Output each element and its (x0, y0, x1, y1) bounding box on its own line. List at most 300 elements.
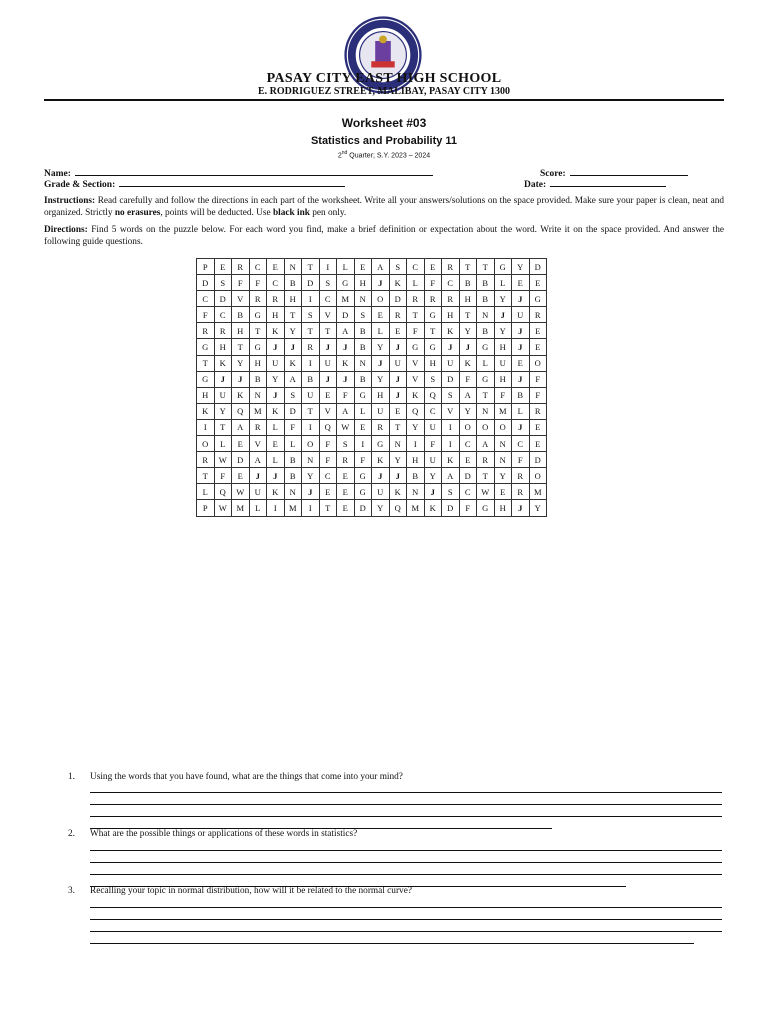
puzzle-cell[interactable]: A (232, 419, 250, 435)
puzzle-cell[interactable]: G (337, 275, 355, 291)
puzzle-cell[interactable]: T (197, 355, 215, 371)
puzzle-cell[interactable]: N (249, 387, 267, 403)
puzzle-cell[interactable]: Y (512, 259, 530, 275)
puzzle-cell[interactable]: M (529, 484, 547, 500)
puzzle-cell[interactable]: N (494, 436, 512, 452)
puzzle-cell[interactable]: Y (494, 291, 512, 307)
puzzle-cell[interactable]: E (337, 484, 355, 500)
puzzle-cell[interactable]: V (442, 403, 460, 419)
puzzle-cell[interactable]: A (249, 452, 267, 468)
puzzle-cell[interactable]: S (442, 387, 460, 403)
puzzle-cell[interactable]: K (372, 452, 390, 468)
puzzle-cell[interactable]: H (494, 371, 512, 387)
puzzle-cell[interactable]: R (477, 452, 495, 468)
puzzle-cell[interactable]: R (512, 468, 530, 484)
puzzle-cell[interactable]: V (319, 307, 337, 323)
puzzle-cell[interactable]: T (459, 259, 477, 275)
puzzle-cell[interactable]: D (459, 468, 477, 484)
puzzle-cell[interactable]: H (372, 387, 390, 403)
puzzle-cell[interactable]: J (372, 468, 390, 484)
puzzle-cell[interactable]: K (442, 323, 460, 339)
puzzle-cell[interactable]: M (407, 500, 425, 516)
puzzle-cell[interactable]: J (512, 339, 530, 355)
puzzle-cell[interactable]: U (424, 419, 442, 435)
score-line[interactable] (570, 166, 688, 176)
puzzle-cell[interactable]: J (512, 419, 530, 435)
puzzle-cell[interactable]: B (354, 371, 372, 387)
puzzle-cell[interactable]: Q (232, 403, 250, 419)
puzzle-cell[interactable]: R (302, 339, 320, 355)
puzzle-cell[interactable]: N (494, 452, 512, 468)
puzzle-cell[interactable]: I (267, 500, 285, 516)
puzzle-cell[interactable]: G (354, 468, 372, 484)
puzzle-cell[interactable]: N (284, 484, 302, 500)
puzzle-cell[interactable]: G (407, 339, 425, 355)
puzzle-cell[interactable]: S (337, 436, 355, 452)
puzzle-cell[interactable]: H (424, 355, 442, 371)
puzzle-cell[interactable]: Q (319, 419, 337, 435)
puzzle-cell[interactable]: V (249, 436, 267, 452)
puzzle-cell[interactable]: Y (372, 371, 390, 387)
score-field[interactable]: Score: (540, 166, 688, 179)
puzzle-cell[interactable]: J (267, 339, 285, 355)
puzzle-cell[interactable]: E (232, 468, 250, 484)
puzzle-cell[interactable]: U (302, 387, 320, 403)
puzzle-cell[interactable]: R (372, 419, 390, 435)
puzzle-cell[interactable]: B (232, 307, 250, 323)
puzzle-cell[interactable]: N (284, 259, 302, 275)
puzzle-cell[interactable]: L (477, 355, 495, 371)
puzzle-cell[interactable]: J (372, 355, 390, 371)
puzzle-cell[interactable]: F (284, 419, 302, 435)
puzzle-cell[interactable]: G (197, 339, 215, 355)
puzzle-cell[interactable]: J (442, 339, 460, 355)
puzzle-cell[interactable]: K (459, 355, 477, 371)
puzzle-cell[interactable]: E (372, 307, 390, 323)
puzzle-cell[interactable]: D (529, 259, 547, 275)
puzzle-cell[interactable]: E (389, 323, 407, 339)
puzzle-cell[interactable]: Y (214, 403, 232, 419)
puzzle-cell[interactable]: T (319, 323, 337, 339)
puzzle-cell[interactable]: F (494, 387, 512, 403)
puzzle-cell[interactable]: T (214, 419, 232, 435)
puzzle-cell[interactable]: R (529, 307, 547, 323)
puzzle-cell[interactable]: Q (407, 403, 425, 419)
puzzle-cell[interactable]: U (267, 355, 285, 371)
puzzle-cell[interactable]: E (354, 419, 372, 435)
puzzle-cell[interactable]: F (424, 275, 442, 291)
puzzle-cell[interactable]: B (284, 452, 302, 468)
puzzle-cell[interactable]: K (267, 484, 285, 500)
puzzle-cell[interactable]: L (407, 275, 425, 291)
puzzle-cell[interactable]: T (302, 323, 320, 339)
puzzle-cell[interactable]: D (214, 291, 232, 307)
puzzle-cell[interactable]: S (442, 484, 460, 500)
puzzle-cell[interactable]: D (354, 500, 372, 516)
puzzle-cell[interactable]: G (494, 259, 512, 275)
puzzle-cell[interactable]: C (267, 275, 285, 291)
puzzle-cell[interactable]: F (354, 452, 372, 468)
puzzle-cell[interactable]: A (337, 403, 355, 419)
puzzle-cell[interactable]: L (267, 419, 285, 435)
puzzle-cell[interactable]: U (372, 484, 390, 500)
puzzle-cell[interactable]: G (354, 484, 372, 500)
puzzle-cell[interactable]: T (477, 387, 495, 403)
puzzle-cell[interactable]: C (249, 259, 267, 275)
puzzle-cell[interactable]: E (354, 259, 372, 275)
puzzle-cell[interactable]: G (477, 500, 495, 516)
puzzle-cell[interactable]: N (477, 403, 495, 419)
puzzle-cell[interactable]: K (389, 275, 407, 291)
puzzle-cell[interactable]: T (407, 307, 425, 323)
puzzle-cell[interactable]: D (284, 403, 302, 419)
puzzle-cell[interactable]: L (197, 484, 215, 500)
puzzle-cell[interactable]: B (249, 371, 267, 387)
puzzle-cell[interactable]: T (302, 259, 320, 275)
puzzle-cell[interactable]: A (337, 323, 355, 339)
puzzle-cell[interactable]: F (319, 452, 337, 468)
puzzle-cell[interactable]: J (302, 484, 320, 500)
puzzle-cell[interactable]: B (477, 275, 495, 291)
puzzle-cell[interactable]: R (442, 259, 460, 275)
answer-line[interactable] (90, 907, 722, 908)
puzzle-cell[interactable]: F (197, 307, 215, 323)
puzzle-cell[interactable]: J (337, 371, 355, 387)
puzzle-cell[interactable]: L (337, 259, 355, 275)
puzzle-cell[interactable]: W (214, 500, 232, 516)
puzzle-cell[interactable]: Y (424, 468, 442, 484)
puzzle-cell[interactable]: H (284, 291, 302, 307)
answer-line[interactable] (90, 804, 722, 805)
puzzle-cell[interactable]: Y (372, 500, 390, 516)
puzzle-cell[interactable]: R (407, 291, 425, 307)
puzzle-cell[interactable]: H (354, 275, 372, 291)
puzzle-cell[interactable]: Y (284, 323, 302, 339)
puzzle-cell[interactable]: A (477, 436, 495, 452)
puzzle-cell[interactable]: C (319, 468, 337, 484)
puzzle-cell[interactable]: B (477, 323, 495, 339)
puzzle-cell[interactable]: H (214, 339, 232, 355)
puzzle-cell[interactable]: G (249, 307, 267, 323)
puzzle-cell[interactable]: E (267, 259, 285, 275)
puzzle-cell[interactable]: J (214, 371, 232, 387)
puzzle-cell[interactable]: N (354, 355, 372, 371)
puzzle-cell[interactable]: T (284, 307, 302, 323)
puzzle-cell[interactable]: T (459, 307, 477, 323)
puzzle-cell[interactable]: J (424, 484, 442, 500)
puzzle-cell[interactable]: L (267, 452, 285, 468)
puzzle-cell[interactable]: J (319, 371, 337, 387)
puzzle-cell[interactable]: W (477, 484, 495, 500)
puzzle-cell[interactable]: H (232, 323, 250, 339)
puzzle-cell[interactable]: E (529, 323, 547, 339)
puzzle-cell[interactable]: O (197, 436, 215, 452)
puzzle-cell[interactable]: F (249, 275, 267, 291)
puzzle-cell[interactable]: B (407, 468, 425, 484)
puzzle-cell[interactable]: B (512, 387, 530, 403)
puzzle-cell[interactable]: F (459, 371, 477, 387)
puzzle-cell[interactable]: B (477, 291, 495, 307)
puzzle-cell[interactable]: L (372, 323, 390, 339)
puzzle-cell[interactable]: P (197, 500, 215, 516)
puzzle-cell[interactable]: H (494, 339, 512, 355)
puzzle-cell[interactable]: F (337, 387, 355, 403)
puzzle-cell[interactable]: E (319, 484, 337, 500)
puzzle-cell[interactable]: N (407, 484, 425, 500)
puzzle-cell[interactable]: T (302, 403, 320, 419)
puzzle-cell[interactable]: E (424, 259, 442, 275)
puzzle-cell[interactable]: U (249, 484, 267, 500)
puzzle-cell[interactable]: E (319, 387, 337, 403)
puzzle-cell[interactable]: D (337, 307, 355, 323)
puzzle-cell[interactable]: M (337, 291, 355, 307)
puzzle-cell[interactable]: N (302, 452, 320, 468)
puzzle-cell[interactable]: I (197, 419, 215, 435)
puzzle-cell[interactable]: J (512, 291, 530, 307)
puzzle-cell[interactable]: W (337, 419, 355, 435)
puzzle-cell[interactable]: R (197, 323, 215, 339)
puzzle-cell[interactable]: C (459, 436, 477, 452)
puzzle-cell[interactable]: K (267, 403, 285, 419)
name-line[interactable] (75, 166, 433, 176)
answer-line[interactable] (90, 862, 722, 863)
answer-line[interactable] (90, 816, 722, 817)
puzzle-cell[interactable]: I (302, 291, 320, 307)
puzzle-cell[interactable]: J (389, 468, 407, 484)
puzzle-cell[interactable]: H (494, 500, 512, 516)
date-line[interactable] (550, 177, 666, 187)
puzzle-cell[interactable]: R (232, 259, 250, 275)
puzzle-cell[interactable]: E (267, 436, 285, 452)
puzzle-cell[interactable]: C (319, 291, 337, 307)
puzzle-cell[interactable]: B (284, 468, 302, 484)
puzzle-cell[interactable]: S (214, 275, 232, 291)
puzzle-cell[interactable]: G (249, 339, 267, 355)
puzzle-cell[interactable]: R (424, 291, 442, 307)
puzzle-cell[interactable]: R (512, 484, 530, 500)
puzzle-cell[interactable]: N (477, 307, 495, 323)
puzzle-cell[interactable]: A (442, 468, 460, 484)
puzzle-cell[interactable]: S (354, 307, 372, 323)
puzzle-cell[interactable]: R (197, 452, 215, 468)
puzzle-cell[interactable]: V (407, 355, 425, 371)
puzzle-cell[interactable]: E (529, 275, 547, 291)
puzzle-cell[interactable]: D (232, 452, 250, 468)
puzzle-cell[interactable]: E (389, 403, 407, 419)
puzzle-cell[interactable]: J (512, 500, 530, 516)
puzzle-cell[interactable]: F (512, 452, 530, 468)
puzzle-cell[interactable]: D (302, 275, 320, 291)
puzzle-cell[interactable]: R (389, 307, 407, 323)
puzzle-cell[interactable]: N (354, 291, 372, 307)
puzzle-cell[interactable]: H (249, 355, 267, 371)
puzzle-cell[interactable]: C (512, 436, 530, 452)
puzzle-cell[interactable]: U (442, 355, 460, 371)
puzzle-cell[interactable]: C (197, 291, 215, 307)
puzzle-cell[interactable]: F (529, 387, 547, 403)
puzzle-cell[interactable]: Y (459, 403, 477, 419)
puzzle-cell[interactable]: M (249, 403, 267, 419)
puzzle-cell[interactable]: T (389, 419, 407, 435)
puzzle-cell[interactable]: T (424, 323, 442, 339)
puzzle-cell[interactable]: L (494, 275, 512, 291)
answer-line[interactable] (90, 943, 694, 944)
puzzle-cell[interactable]: K (424, 500, 442, 516)
puzzle-cell[interactable]: J (319, 339, 337, 355)
puzzle-cell[interactable]: R (442, 291, 460, 307)
puzzle-cell[interactable]: I (442, 436, 460, 452)
puzzle-cell[interactable]: S (319, 275, 337, 291)
puzzle-cell[interactable]: B (459, 275, 477, 291)
puzzle-cell[interactable]: E (512, 275, 530, 291)
puzzle-cell[interactable]: O (302, 436, 320, 452)
puzzle-cell[interactable]: Y (494, 468, 512, 484)
puzzle-cell[interactable]: L (249, 500, 267, 516)
date-field[interactable]: Date: (524, 177, 666, 190)
puzzle-cell[interactable]: M (284, 500, 302, 516)
puzzle-cell[interactable]: E (459, 452, 477, 468)
answer-line[interactable] (90, 931, 722, 932)
puzzle-cell[interactable]: E (529, 339, 547, 355)
puzzle-cell[interactable]: L (354, 403, 372, 419)
puzzle-cell[interactable]: G (197, 371, 215, 387)
puzzle-cell[interactable]: Y (232, 355, 250, 371)
puzzle-cell[interactable]: E (232, 436, 250, 452)
puzzle-cell[interactable]: F (232, 275, 250, 291)
puzzle-cell[interactable]: J (459, 339, 477, 355)
puzzle-cell[interactable]: C (407, 259, 425, 275)
puzzle-cell[interactable]: Y (494, 323, 512, 339)
puzzle-cell[interactable]: G (424, 339, 442, 355)
puzzle-cell[interactable]: I (354, 436, 372, 452)
puzzle-cell[interactable]: D (442, 371, 460, 387)
puzzle-cell[interactable]: E (337, 468, 355, 484)
puzzle-cell[interactable]: U (389, 355, 407, 371)
answer-line[interactable] (90, 850, 722, 851)
puzzle-cell[interactable]: J (267, 468, 285, 484)
puzzle-cell[interactable]: Q (214, 484, 232, 500)
puzzle-cell[interactable]: D (529, 452, 547, 468)
puzzle-cell[interactable]: Y (459, 323, 477, 339)
answer-line[interactable] (90, 874, 722, 875)
puzzle-cell[interactable]: B (284, 275, 302, 291)
puzzle-cell[interactable]: H (442, 307, 460, 323)
puzzle-cell[interactable]: U (372, 403, 390, 419)
puzzle-cell[interactable]: M (494, 403, 512, 419)
puzzle-cell[interactable]: O (529, 355, 547, 371)
puzzle-cell[interactable]: Y (302, 468, 320, 484)
puzzle-cell[interactable]: K (442, 452, 460, 468)
grade-section-line[interactable] (119, 177, 345, 187)
puzzle-cell[interactable]: A (459, 387, 477, 403)
puzzle-cell[interactable]: C (459, 484, 477, 500)
puzzle-cell[interactable]: G (354, 387, 372, 403)
puzzle-cell[interactable]: R (249, 419, 267, 435)
puzzle-cell[interactable]: J (232, 371, 250, 387)
puzzle-cell[interactable]: H (197, 387, 215, 403)
puzzle-cell[interactable]: J (389, 371, 407, 387)
puzzle-cell[interactable]: G (372, 436, 390, 452)
puzzle-cell[interactable]: C (424, 403, 442, 419)
puzzle-cell[interactable]: G (477, 339, 495, 355)
puzzle-cell[interactable]: K (267, 323, 285, 339)
puzzle-cell[interactable]: G (424, 307, 442, 323)
puzzle-cell[interactable]: H (407, 452, 425, 468)
puzzle-cell[interactable]: Y (372, 339, 390, 355)
puzzle-cell[interactable]: K (284, 355, 302, 371)
puzzle-cell[interactable]: J (512, 371, 530, 387)
puzzle-cell[interactable]: Q (424, 387, 442, 403)
puzzle-cell[interactable]: J (372, 275, 390, 291)
puzzle-cell[interactable]: J (389, 387, 407, 403)
puzzle-cell[interactable]: T (197, 468, 215, 484)
puzzle-cell[interactable]: S (284, 387, 302, 403)
puzzle-cell[interactable]: G (477, 371, 495, 387)
puzzle-cell[interactable]: H (267, 307, 285, 323)
puzzle-cell[interactable]: V (319, 403, 337, 419)
grade-section-field[interactable]: Grade & Section: (44, 177, 345, 190)
puzzle-cell[interactable]: I (442, 419, 460, 435)
puzzle-cell[interactable]: T (319, 500, 337, 516)
puzzle-cell[interactable]: U (319, 355, 337, 371)
puzzle-cell[interactable]: Y (529, 500, 547, 516)
puzzle-cell[interactable]: J (494, 307, 512, 323)
puzzle-cell[interactable]: K (232, 387, 250, 403)
puzzle-cell[interactable]: S (389, 259, 407, 275)
puzzle-cell[interactable]: R (214, 323, 232, 339)
puzzle-cell[interactable]: L (214, 436, 232, 452)
puzzle-cell[interactable]: I (319, 259, 337, 275)
puzzle-cell[interactable]: L (512, 403, 530, 419)
puzzle-cell[interactable]: R (337, 452, 355, 468)
puzzle-cell[interactable]: Y (389, 452, 407, 468)
puzzle-cell[interactable]: F (459, 500, 477, 516)
puzzle-cell[interactable]: Q (389, 500, 407, 516)
puzzle-cell[interactable]: K (214, 355, 232, 371)
puzzle-cell[interactable]: D (389, 291, 407, 307)
puzzle-cell[interactable]: E (494, 484, 512, 500)
puzzle-cell[interactable]: F (319, 436, 337, 452)
puzzle-cell[interactable]: F (407, 323, 425, 339)
puzzle-cell[interactable]: F (529, 371, 547, 387)
puzzle-cell[interactable]: B (354, 339, 372, 355)
puzzle-cell[interactable]: Y (267, 371, 285, 387)
answer-line[interactable] (90, 919, 722, 920)
puzzle-cell[interactable]: I (407, 436, 425, 452)
puzzle-cell[interactable]: V (407, 371, 425, 387)
puzzle-cell[interactable]: E (529, 436, 547, 452)
puzzle-cell[interactable]: E (512, 355, 530, 371)
puzzle-cell[interactable]: I (302, 500, 320, 516)
puzzle-cell[interactable]: A (372, 259, 390, 275)
puzzle-cell[interactable]: C (442, 275, 460, 291)
puzzle-cell[interactable]: T (232, 339, 250, 355)
puzzle-cell[interactable]: H (459, 291, 477, 307)
puzzle-cell[interactable]: U (214, 387, 232, 403)
puzzle-cell[interactable]: U (494, 355, 512, 371)
puzzle-cell[interactable]: J (512, 323, 530, 339)
puzzle-cell[interactable]: I (302, 419, 320, 435)
puzzle-cell[interactable]: O (529, 468, 547, 484)
puzzle-cell[interactable]: E (529, 419, 547, 435)
puzzle-cell[interactable]: F (424, 436, 442, 452)
puzzle-cell[interactable]: T (477, 468, 495, 484)
name-field[interactable]: Name: (44, 166, 433, 179)
puzzle-cell[interactable]: N (389, 436, 407, 452)
puzzle-cell[interactable]: A (284, 371, 302, 387)
puzzle-cell[interactable]: W (214, 452, 232, 468)
puzzle-cell[interactable]: R (267, 291, 285, 307)
